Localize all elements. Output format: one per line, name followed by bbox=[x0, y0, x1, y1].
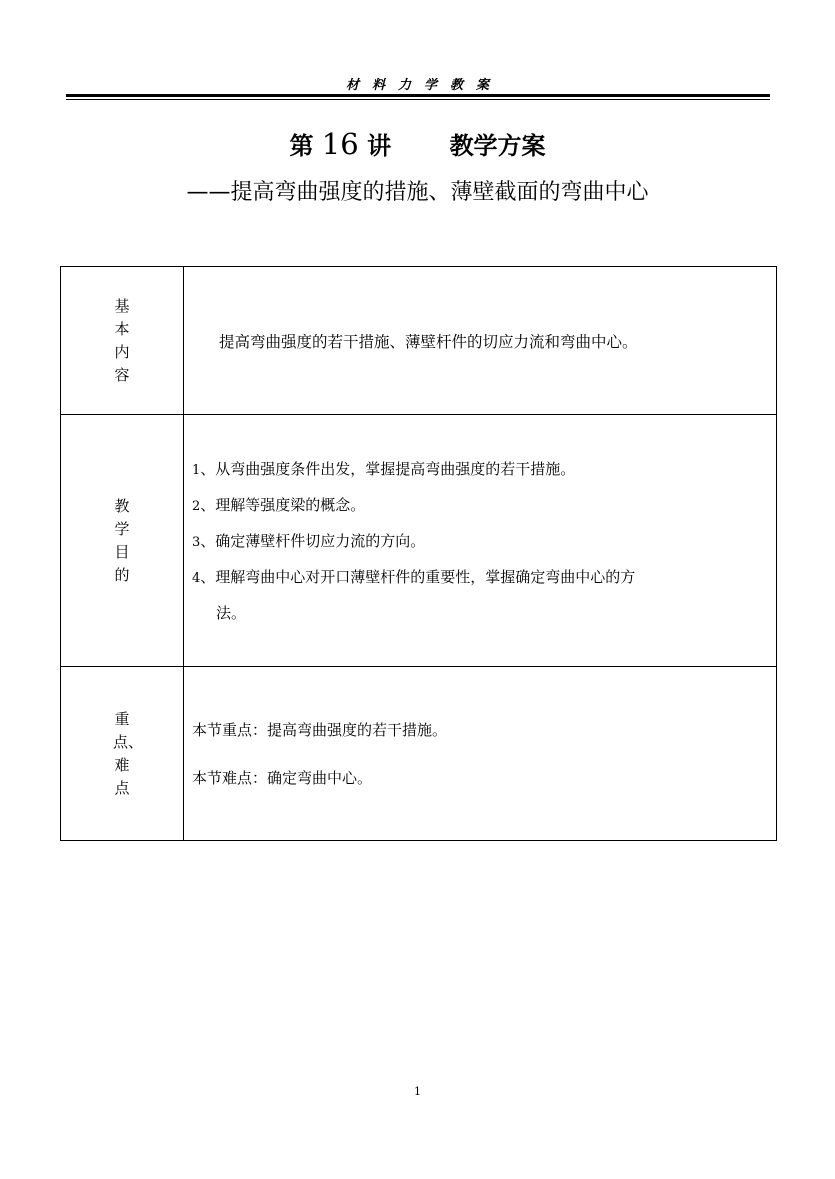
title-prefix: 第 bbox=[289, 131, 314, 160]
lecture-subtitle: ——提高弯曲强度的措施、薄壁截面的弯曲中心 bbox=[186, 180, 649, 205]
row-label-teaching-goals: 教学目的 bbox=[114, 496, 130, 584]
basic-content-text: 提高弯曲强度的若干措施、薄壁杆件的切应力流和弯曲中心。 bbox=[219, 332, 638, 351]
goal-number: 3 bbox=[192, 534, 201, 550]
table-row-basic-content bbox=[61, 267, 777, 415]
lecture-title bbox=[0, 124, 835, 166]
lecture-number: 16 bbox=[321, 127, 359, 161]
goal-text: 、确定薄壁杆件切应力流的方向。 bbox=[200, 531, 426, 550]
row-content-cell bbox=[184, 267, 777, 415]
key-point-text: 本节重点：提高弯曲强度的若干措施。 bbox=[192, 720, 448, 739]
row-label-basic-content: 基本内容 bbox=[114, 296, 130, 384]
goal-item-4-continuation: 法。 bbox=[216, 603, 247, 622]
running-header: 材料力学教案 bbox=[345, 78, 502, 93]
row-label-cell bbox=[61, 415, 184, 667]
difficult-point-text: 本节难点：确定弯曲中心。 bbox=[192, 768, 373, 787]
goal-item-4 bbox=[184, 559, 776, 595]
row-label-cell bbox=[61, 667, 184, 841]
goal-item-2 bbox=[184, 487, 776, 523]
row-label-cell bbox=[61, 267, 184, 415]
row-content-cell bbox=[184, 415, 777, 667]
title-plan: 教学方案 bbox=[449, 131, 546, 160]
goal-item-1 bbox=[184, 451, 776, 487]
table-row-key-points bbox=[61, 667, 777, 841]
table-row-teaching-goals bbox=[61, 415, 777, 667]
goal-text: 、理解弯曲中心对开口薄壁杆件的重要性，掌握确定弯曲中心的方 bbox=[200, 567, 636, 586]
key-point-spacer bbox=[184, 745, 776, 763]
lesson-plan-table bbox=[60, 266, 777, 841]
goal-item-3 bbox=[184, 523, 776, 559]
title-suffix: 讲 bbox=[367, 131, 392, 160]
goal-number: 2 bbox=[192, 498, 201, 514]
goal-text: 、理解等强度梁的概念。 bbox=[200, 495, 366, 514]
goal-number: 1 bbox=[192, 462, 201, 478]
header-rule-thin bbox=[66, 99, 770, 100]
row-label-key-points: 重点、难点 bbox=[113, 709, 144, 797]
header-rule-thick bbox=[66, 94, 770, 97]
goal-text: 、从弯曲强度条件出发，掌握提高弯曲强度的若干措施。 bbox=[200, 459, 576, 478]
goal-number: 4 bbox=[192, 570, 201, 586]
page-number: 1 bbox=[414, 1085, 421, 1098]
row-content-cell bbox=[184, 667, 777, 841]
